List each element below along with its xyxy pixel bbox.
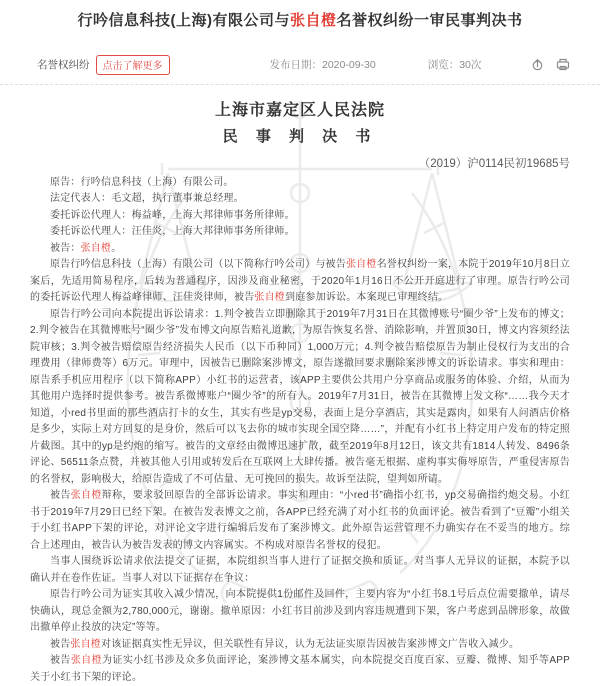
paragraph-text: 名誉权纠纷一案，本院于2019年10月8日立案后，先适用简易程序，后转为普通程序，因涉及商业秘密，于2020年1月16日不公开开庭进行了审理。原告行吟公司的委托诉讼代理人梅益峰律师、汪佳炎律师，被告 xyxy=(30,259,570,304)
page-title xyxy=(40,10,560,32)
paragraph-text: 被告： xyxy=(50,242,81,254)
court-name: 上海市嘉定区人民法院 xyxy=(214,101,385,119)
paragraph-text: 委托诉讼代理人：梅益峰，上海大邦律师事务所律师。 xyxy=(50,209,295,221)
defendant-name-highlight: 张自橙 xyxy=(80,242,112,254)
print-icon[interactable] xyxy=(556,58,570,71)
paragraph-text: 被告 xyxy=(50,655,71,667)
paragraph-text: 法定代表人：毛文超，执行董事兼总经理。 xyxy=(50,193,244,205)
judgment-page xyxy=(0,10,600,683)
judgment-paragraph xyxy=(30,224,570,241)
paragraph-text: 原告行吟信息科技（上海）有限公司（以下简称行吟公司）与被告 xyxy=(50,259,346,271)
judgment-paragraph xyxy=(30,554,570,587)
view-count-value: 30次 xyxy=(459,59,482,72)
publish-date xyxy=(270,57,376,72)
judgment-paragraph xyxy=(30,637,570,654)
title-text: 行吟信息科技(上海)有限公司与 xyxy=(77,12,290,29)
judgment-paragraph xyxy=(30,653,570,686)
view-count xyxy=(428,57,482,72)
judgment-paragraph xyxy=(30,488,570,554)
defendant-name-highlight: 张自橙 xyxy=(254,292,286,304)
judgment-paragraph xyxy=(30,587,570,637)
judgment-body xyxy=(30,175,570,686)
paragraph-text: 原告行吟公司为证实其收入减少情况，向本院提供1份邮件及回件，主要内容为“小红书8.1号后点位需要撤单，请尽快确认，现总金额为2,780,000元，谢谢。撤单原因：小红书目前涉及到内容违规遭到下架，客户考虑到品牌形象，故做出撤单停止投放的决定”等等。 xyxy=(30,589,570,634)
document-content xyxy=(30,97,570,686)
title-defendant-name: 张自橙 xyxy=(289,12,337,29)
publish-date-value: 2020-09-30 xyxy=(322,59,376,72)
paragraph-text: 对该证据真实性无异议，但关联性有异议，认为无法证实原告因被告案涉博文广告收入减少。 xyxy=(101,638,520,650)
paragraph-text: 原告行吟公司向本院提出诉讼请求：1.判令被告立即删除其于2019年7月31日在其微博账号“圈少爷”上发布的博文；2.判令被告在其微博账号“圈少爷”发布博文向原告赔礼道歉，为原告恢复名誉、消除影响，并置顶30日，博文内容须经法院审核；3.判令被告赔偿原告经济损失人民币（以下币种同）1,000万元；4.判令被告赔偿原告为制止侵权行为支出的合理费用（律师费等）6万元。审理中，因被告已删除案涉博文，原告遂撤回要求删除案涉博文的诉讼请求。事实和理由：原告系手机应用程序（以下简称APP）小红书的运营者，该APP主要供公共用户分享商品或服务的体验、介绍，从而为其他用户选择时提供参考。被告系微博账户“圈少爷”的所有人。2019年7月31日，被告在其微博上发文称“……我今天才知道，小red书里面的那些酒店打卡的女生，其实有些是yp交易，表面上是分享酒店，其实是露肉，如果有人问酒店价格是多少，实际上对方回复的是身价，然后可以飞去你的城市实现全国空降……”，并配有小红书上特定用户发布的特定照片截图。其中的yp是约炮的缩写。被告的文章经由微博迅速扩散，截至2019年8月12日，该文共有1814人转发、8496条评论、56511条点赞，并被其他人引用或转发后在互联网上大肆传播。被告毫无根据、虚构事实侮辱原告，严重侵害原告的名誉权，影响极大，给原告造成了不可估量、无可挽回的损失。故诉至法院，望判如所请。 xyxy=(30,308,570,485)
judgment-paragraph xyxy=(30,241,570,258)
learn-more-badge[interactable]: 点击了解更多 xyxy=(96,55,170,75)
publish-date-label: 发布日期： xyxy=(269,59,322,72)
defendant-name-highlight: 张自橙 xyxy=(70,655,103,667)
paragraph-text: 被告 xyxy=(50,638,71,650)
case-number: （2019）沪0114民初19685号 xyxy=(418,157,570,170)
judgment-paragraph xyxy=(30,191,570,208)
paragraph-text: 当事人围绕诉讼请求依法提交了证据，本院组织当事人进行了证据交换和质证。对当事人无异议的证据，本院予以确认并在卷作佐证。当事人对以下证据存在争议： xyxy=(30,556,570,584)
view-count-label: 浏览： xyxy=(427,59,460,72)
defendant-name-highlight: 张自橙 xyxy=(345,259,377,271)
paragraph-text: 委托诉讼代理人：汪佳炎，上海大邦律师事务所律师。 xyxy=(50,226,295,238)
case-category-label: 名誉权纠纷 xyxy=(37,59,90,72)
paragraph-text: 原告：行吟信息科技（上海）有限公司。 xyxy=(50,176,234,188)
judgment-paragraph xyxy=(30,257,570,307)
defendant-name-highlight: 张自橙 xyxy=(70,490,102,502)
judgment-paragraph xyxy=(30,307,570,489)
share-icon[interactable] xyxy=(531,58,544,71)
paragraph-text: 辩称，要求驳回原告的全部诉讼请求。事实和理由：“小red书”确指小红书，yp交易确指约炮交易。小红书于2019年7月29日已经下架。在被告发表博文之前，各APP已经充满了对小红书的负面评论。被告看到了“豆瓣”小组关于小红书APP下架的评论，对评论文字进行编辑后发布了案涉博文。此外原告运营管理不力确实存在不妥当的地方。综合上述理由，被告认为被告发表的博文内容属实。不构成对原告名誉权的侵犯。 xyxy=(30,490,570,551)
title-text: 名誉权纠纷一审民事判决书 xyxy=(336,12,523,29)
meta-actions xyxy=(531,58,570,71)
paragraph-text: 被告 xyxy=(50,490,71,502)
judgment-paragraph xyxy=(30,208,570,225)
meta-left-group xyxy=(37,55,170,75)
judgment-paragraph xyxy=(30,175,570,192)
paragraph-text: 。 xyxy=(111,242,122,254)
paragraph-text: 到庭参加诉讼。本案现已审理终结。 xyxy=(285,292,449,304)
paragraph-text: 为证实小红书涉及众多负面评论，案涉博文基本属实，向本院提交百度百家、豆瓣、微博、知乎等APP关于小红书下架的评论。 xyxy=(30,655,570,683)
defendant-name-highlight: 张自橙 xyxy=(70,638,102,650)
document-type: 民 事 判 决 书 xyxy=(222,127,378,145)
meta-bar xyxy=(0,55,600,85)
judgment-document xyxy=(0,85,600,686)
